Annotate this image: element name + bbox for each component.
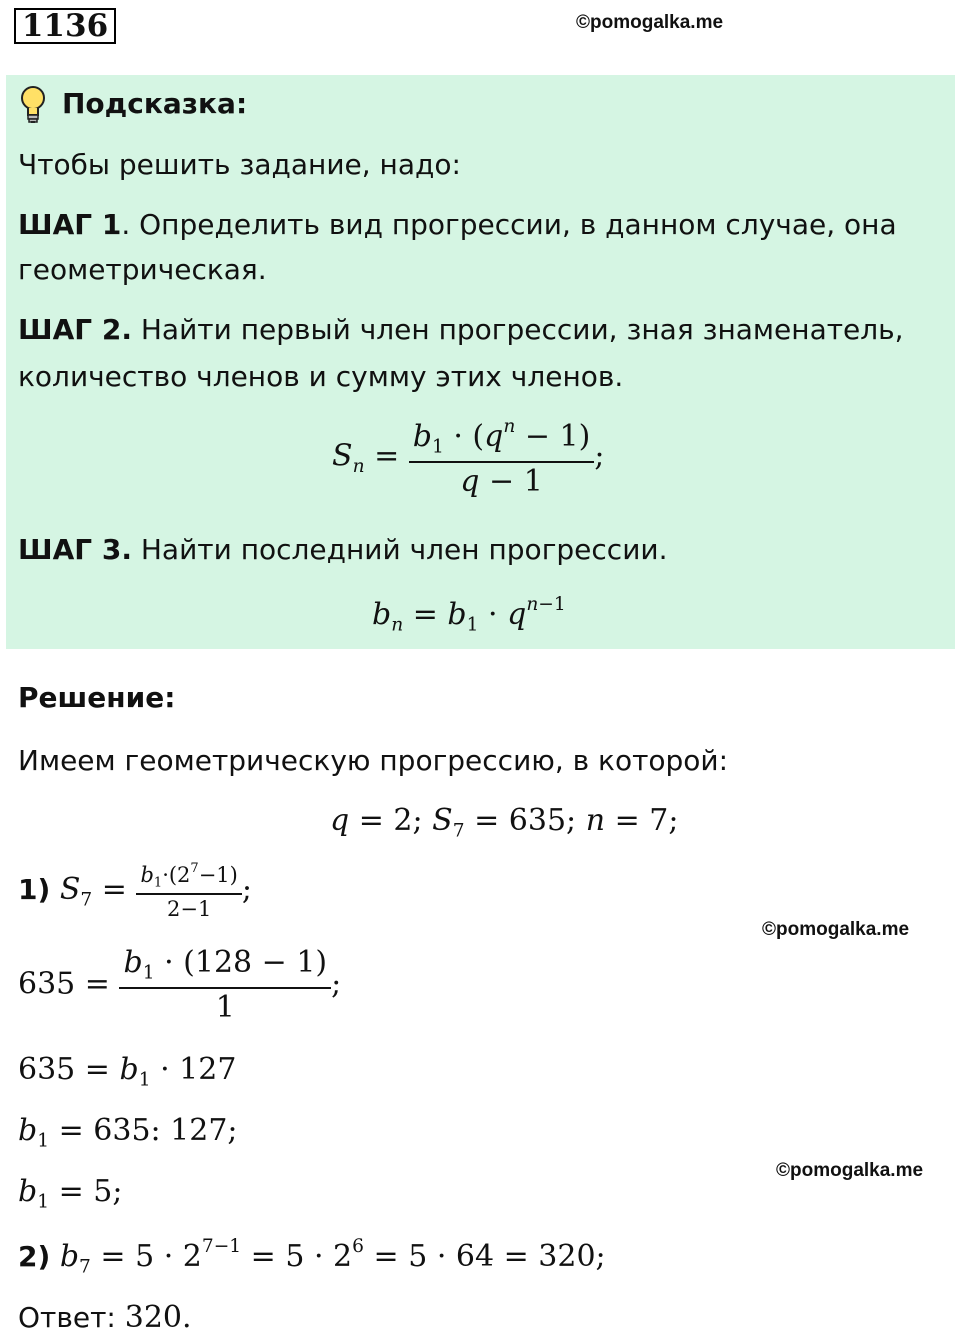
part1-formula: 1) $S_7$ = $\frac{b_1\cdot(2^7-1)}{2-1}$ ; bbox=[18, 861, 252, 922]
watermark: ©pomogalka.me bbox=[762, 919, 910, 940]
task-number: 1136 bbox=[14, 8, 116, 44]
answer-label: Ответ: bbox=[18, 1301, 116, 1334]
equation-1: 635 = $\frac{b_1 \cdot (128 - 1)}{1}$ ; bbox=[18, 945, 342, 1026]
solution-intro: Имеем геометрическую прогрессию, в которой: bbox=[18, 744, 729, 777]
step2-label: ШАГ 2. bbox=[18, 313, 132, 346]
answer-value: 320. bbox=[124, 1300, 192, 1335]
sum-formula: $S_n$ = $\frac{b_1 \cdot (q^n - 1)}{q - 1}$ ; bbox=[332, 416, 605, 500]
step1-label: ШАГ 1 bbox=[18, 208, 122, 241]
step1-text: . Определить вид прогрессии, в данном случае, она bbox=[121, 208, 897, 241]
part2-label: 2) bbox=[18, 1239, 51, 1273]
step2-line2: количество членов и сумму этих членов. bbox=[18, 360, 624, 393]
hint-title: Подсказка: bbox=[62, 87, 248, 120]
sum-formula-fraction: $\frac{b_1 \cdot (q^n - 1)}{q - 1}$ bbox=[409, 418, 595, 497]
watermark: ©pomogalka.me bbox=[776, 1160, 924, 1181]
step1-line1 bbox=[18, 206, 897, 244]
hint-intro: Чтобы решить задание, надо: bbox=[18, 148, 461, 181]
part1-label: 1) bbox=[18, 873, 51, 907]
step3-label: ШАГ 3. bbox=[18, 533, 132, 566]
equation-2: $635 = b_1 \cdot 127$ bbox=[18, 1052, 237, 1091]
step3-line bbox=[18, 531, 667, 569]
equation-3: $b_1 = 635$: 127; bbox=[18, 1113, 238, 1152]
watermark: ©pomogalka.me bbox=[576, 12, 724, 33]
nth-term-formula: $b_n = b_1 \cdot q^{n-1}$ bbox=[372, 594, 566, 636]
given-values: q = 2; $S_7 = 635$; n = 7; bbox=[330, 803, 679, 842]
part2-formula: 2) $b_7 = 5 \cdot 2^{7-1} = 5 \cdot 2^6 = 5 \cdot 64 = 320$; bbox=[18, 1236, 606, 1278]
part1-fraction: $\frac{b_1\cdot(2^7-1)}{2-1}$ bbox=[136, 862, 241, 920]
step3-text: Найти последний член прогрессии. bbox=[131, 533, 668, 566]
equation-4: $b_1 = 5$; bbox=[18, 1174, 123, 1213]
solution-title: Решение: bbox=[18, 681, 176, 714]
answer-line bbox=[18, 1299, 192, 1337]
step2-text: Найти первый член прогрессии, зная знаменатель, bbox=[131, 313, 904, 346]
step1-line2: геометрическая. bbox=[18, 253, 267, 286]
equation-1-fraction: $\frac{b_1 \cdot (128 - 1)}{1}$ bbox=[119, 948, 331, 1023]
step2-line1 bbox=[18, 311, 904, 349]
lightbulb-icon bbox=[18, 84, 48, 126]
